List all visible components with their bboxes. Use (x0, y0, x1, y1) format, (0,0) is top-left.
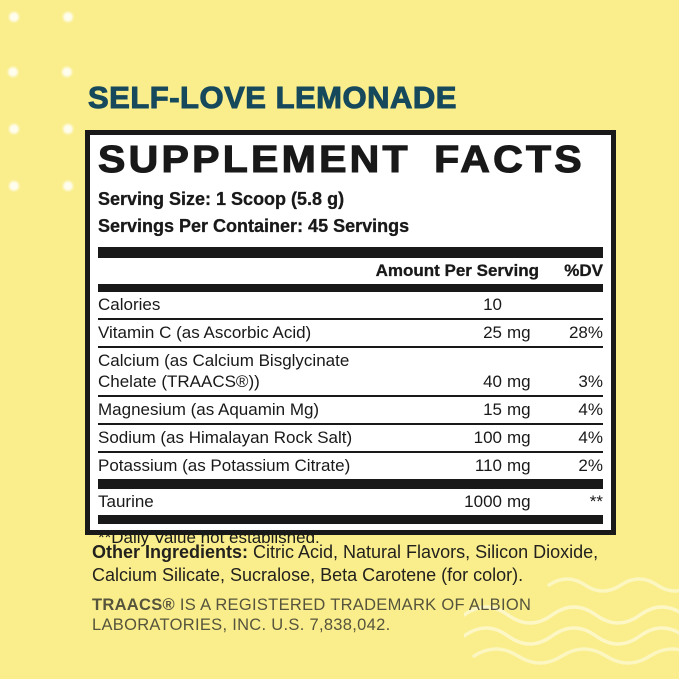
amount-value: 1000 (464, 492, 502, 511)
other-ingredients-text: Citric Acid, Natural Flavors, Silicon Dioxide, Calcium Silicate, Sucralose, Beta Carotene (for color). (92, 542, 599, 585)
table-row-taurine (98, 489, 603, 515)
table-row-calories (98, 292, 603, 318)
nutrient-dv: ** (589, 492, 603, 511)
nutrient-name (98, 350, 369, 392)
amount-unit: mg (507, 428, 531, 447)
other-ingredients-label: Other Ingredients: (92, 542, 249, 562)
nutrient-name-line1: Calcium (as Calcium Bisglycinate (98, 351, 350, 370)
nutrient-dv: 4% (578, 428, 603, 447)
divider-bar-thick (98, 479, 603, 489)
nutrient-amount (369, 399, 539, 420)
amount-value: 100 (473, 428, 502, 447)
nutrient-name: Taurine (98, 492, 154, 511)
servings-per-container: Servings Per Container: 45 Servings (98, 216, 410, 236)
amount-unit: mg (507, 323, 531, 342)
column-header-dv: %DV (564, 261, 603, 280)
table-row-magnesium (98, 395, 603, 423)
product-title: SELF-LOVE LEMONADE (88, 80, 457, 115)
table-row-sodium (98, 423, 603, 451)
nutrient-dv: 28% (568, 323, 603, 342)
nutrient-dv: 2% (578, 456, 603, 475)
background-dot (8, 67, 18, 77)
nutrient-amount (369, 455, 539, 476)
nutrient-name-line2: Chelate (TRAACS®)) (98, 372, 260, 391)
trademark-text: IS A REGISTERED TRADEMARK OF ALBION LABORATORIES, INC. U.S. 7,838,042. (92, 596, 532, 634)
supplement-facts-panel (85, 130, 616, 547)
nutrient-amount (369, 294, 539, 315)
nutrient-amount (369, 322, 539, 343)
serving-size: Serving Size: 1 Scoop (5.8 g) (98, 189, 345, 209)
trademark-name: TRAACS® (92, 596, 176, 614)
nutrient-name: Sodium (as Himalayan Rock Salt) (98, 428, 353, 447)
other-ingredients (92, 541, 622, 587)
amount-unit: mg (507, 492, 531, 511)
amount-unit: mg (507, 456, 531, 475)
amount-unit: mg (507, 400, 531, 419)
daily-value-footnote: **Daily Value not established. (98, 528, 320, 547)
supplement-facts-heading: SUPPLEMENT FACTS (98, 139, 585, 181)
column-header-amount: Amount Per Serving (375, 261, 539, 280)
trademark-notice (92, 595, 597, 635)
table-header-row (98, 258, 603, 284)
nutrient-amount (369, 491, 539, 512)
nutrient-name: Vitamin C (as Ascorbic Acid) (98, 323, 312, 342)
nutrient-dv: 3% (578, 372, 603, 391)
amount-value: 10 (483, 295, 502, 314)
table-row-vitamin-c (98, 318, 603, 346)
divider-bar-thick (98, 284, 603, 292)
amount-value: 110 (474, 456, 502, 475)
amount-value: 40 (483, 372, 502, 391)
background-dot (63, 12, 73, 22)
divider-bar-thick (98, 515, 603, 524)
nutrient-dv: 4% (578, 400, 603, 419)
background-dot (63, 124, 73, 134)
amount-unit: mg (507, 372, 531, 391)
amount-value: 25 (483, 323, 502, 342)
background-dot (9, 124, 19, 134)
background-dot (62, 67, 72, 77)
table-row-calcium (98, 346, 603, 395)
table-row-potassium (98, 451, 603, 479)
nutrient-name: Calories (98, 295, 161, 314)
nutrient-amount (369, 371, 539, 392)
background-dot (9, 181, 19, 191)
divider-bar-thick (98, 247, 603, 258)
nutrient-name: Magnesium (as Aquamin Mg) (98, 400, 320, 419)
amount-value: 15 (483, 400, 502, 419)
background-dot (9, 12, 19, 22)
nutrient-amount (369, 427, 539, 448)
background-dot (63, 181, 73, 191)
nutrient-name: Potassium (as Potassium Citrate) (98, 456, 351, 475)
